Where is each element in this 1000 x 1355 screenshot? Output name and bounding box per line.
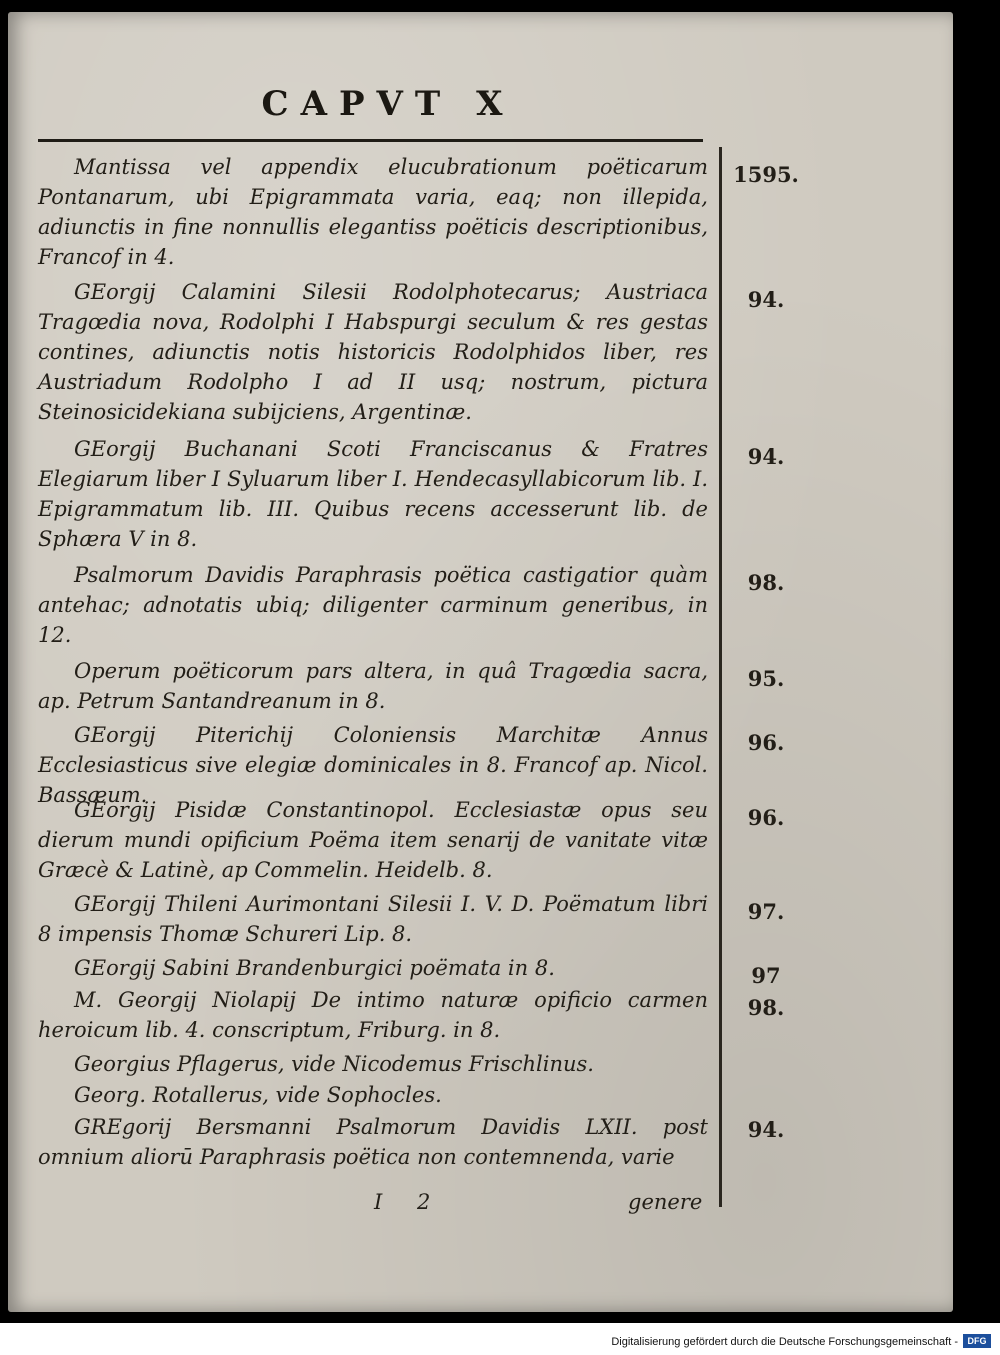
entry-13-year: 94. (747, 1117, 785, 1142)
entry-5: Operum poëticorum pars altera, in quâ Tragœdia sacra, ap. Petrum Santandreanum in 8. (38, 659, 708, 713)
catchword: genere (628, 1190, 703, 1214)
entry-5-year: 95. (747, 666, 785, 691)
entry-2-year: 94. (747, 287, 785, 312)
entry-4: Psalmorum Davidis Paraphrasis poëtica castigatior quàm antehac; adnotatis ubiq; diligenter carminum generibus, in 12. (38, 563, 708, 647)
entry-2: GEorgij Calamini Silesii Rodolphotecarus; Austriaca Tragœdia nova, Rodolphi I Habspurgi seculum & res gestas contines, adiunctis notis historicis Rodolphidos liber, res Austriadum Rodolpho I ad II usq; nostrum, pictura Steinosicidekiana subijciens, Argentinæ. (38, 280, 708, 424)
entry-9-year: 97 (751, 963, 781, 988)
entry-11: Georgius Pflagerus, vide Nicodemus Frischlinus. (74, 1052, 594, 1076)
year-column-rule (719, 147, 722, 1207)
entry-10: M. Georgij Niolapij De intimo naturæ opificio carmen heroicum lib. 4. conscriptum, Friburg. in 8. (38, 988, 708, 1042)
dfg-logo-icon: DFG (963, 1334, 991, 1348)
entry-10-year: 98. (747, 995, 785, 1020)
header-rule (38, 139, 703, 142)
running-head: CAPVT X (261, 84, 515, 124)
entry-7-year: 96. (747, 805, 785, 830)
entry-3: GEorgij Buchanani Scoti Franciscanus & Fratres Elegiarum liber I Syluarum liber I. Hendecasyllabicorum lib. I. Epigrammatum lib. III. Quibus recens accesserunt lib. de Sphæra V in 8. (38, 437, 708, 551)
entry-8: GEorgij Thileni Aurimontani Silesii I. V. D. Poëmatum libri 8 impensis Thomæ Schureri Lip. 8. (38, 892, 708, 946)
entry-9: GEorgij Sabini Brandenburgici poëmata in 8. (74, 956, 555, 980)
funding-notice: Digitalisierung gefördert durch die Deutsche Forschungsgemeinschaft - (611, 1336, 958, 1348)
entry-1-year: 1595. (733, 162, 799, 187)
entry-6: GEorgij Piterichij Coloniensis Marchitæ Annus Ecclesiasticus sive elegiæ dominicales in 8. Francof ap. Nicol. Bassæum. (38, 723, 708, 807)
entry-4-year: 98. (747, 570, 785, 595)
signature-mark: I 2 (374, 1190, 445, 1214)
book-page (8, 12, 953, 1312)
entry-13: GREgorij Bersmanni Psalmorum Davidis LXII. post omnium aliorū Paraphrasis poëtica non contemnenda, varie (38, 1115, 708, 1169)
entry-1: Mantissa vel appendix elucubrationum poëticarum Pontanarum, ubi Epigrammata varia, eaq; non illepida, adiunctis in fine nonnullis elegantiss poëticis descriptionibus, Francof in 4. (38, 155, 708, 269)
entry-8-year: 97. (747, 899, 785, 924)
entry-7: GEorgij Pisidæ Constantinopol. Ecclesiastæ opus seu dierum mundi opificium Poëma item senarij de vanitate vitæ Græcè & Latinè, ap Commelin. Heidelb. 8. (38, 798, 708, 882)
entry-12: Georg. Rotallerus, vide Sophocles. (74, 1083, 442, 1107)
entry-3-year: 94. (747, 444, 785, 469)
entry-6-year: 96. (747, 730, 785, 755)
